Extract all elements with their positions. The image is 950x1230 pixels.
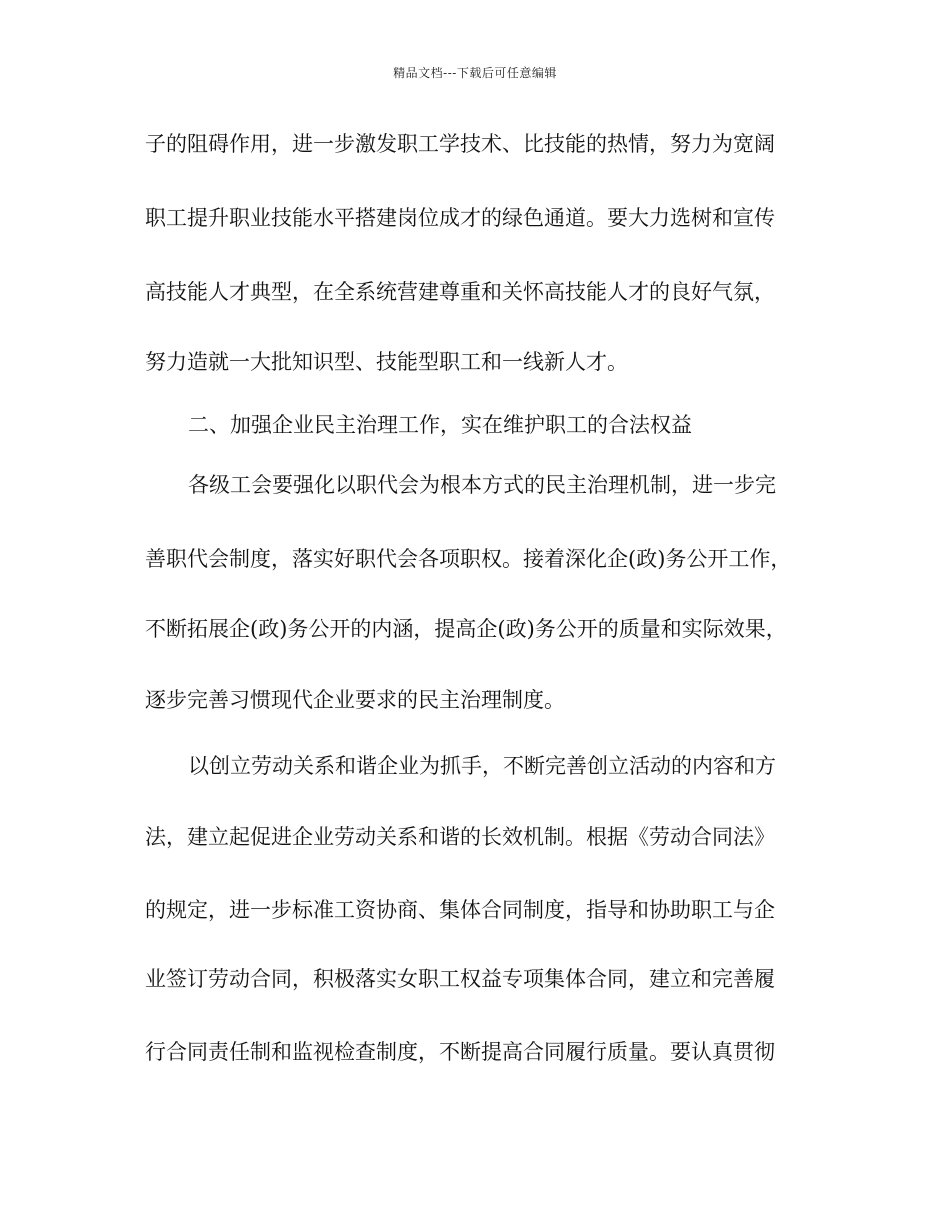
page-header: 精品文档---下载后可任意编辑	[393, 66, 557, 80]
body-line-14: 行合同责任制和监视检查制度，不断提高合同履行质量。要认真贯彻	[145, 1040, 775, 1064]
body-line-8: 不断拓展企(政)务公开的内涵，提高企(政)务公开的质量和实际效果，	[145, 617, 787, 641]
body-line-2: 职工提升职业技能水平搭建岗位成才的绿色通道。要大力选树和宣传	[145, 206, 775, 230]
section-heading: 二、加强企业民主治理工作，实在维护职工的合法权益	[188, 413, 692, 437]
body-line-3: 高技能人才典型，在全系统营建尊重和关怀高技能人才的良好气氛，	[145, 280, 775, 304]
body-line-7: 善职代会制度，落实好职代会各项职权。接着深化企(政)务公开工作，	[145, 547, 792, 571]
body-line-13: 业签订劳动合同，积极落实女职工权益专项集体合同，建立和完善履	[145, 967, 775, 991]
body-line-11: 法，建立起促进企业劳动关系和谐的长效机制。根据《劳动合同法》	[145, 825, 775, 849]
body-line-6: 各级工会要强化以职代会为根本方式的民主治理机制，进一步完	[188, 473, 776, 497]
body-line-12: 的规定，进一步标准工资协商、集体合同制度，指导和协助职工与企	[145, 898, 775, 922]
body-line-9: 逐步完善习惯现代企业要求的民主治理制度。	[145, 688, 565, 712]
body-line-1: 子的阻碍作用，进一步激发职工学技术、比技能的热情，努力为宽阔	[145, 132, 775, 156]
body-line-4: 努力造就一大批知识型、技能型职工和一线新人才。	[145, 350, 628, 374]
body-line-10: 以创立劳动关系和谐企业为抓手，不断完善创立活动的内容和方	[188, 754, 776, 778]
